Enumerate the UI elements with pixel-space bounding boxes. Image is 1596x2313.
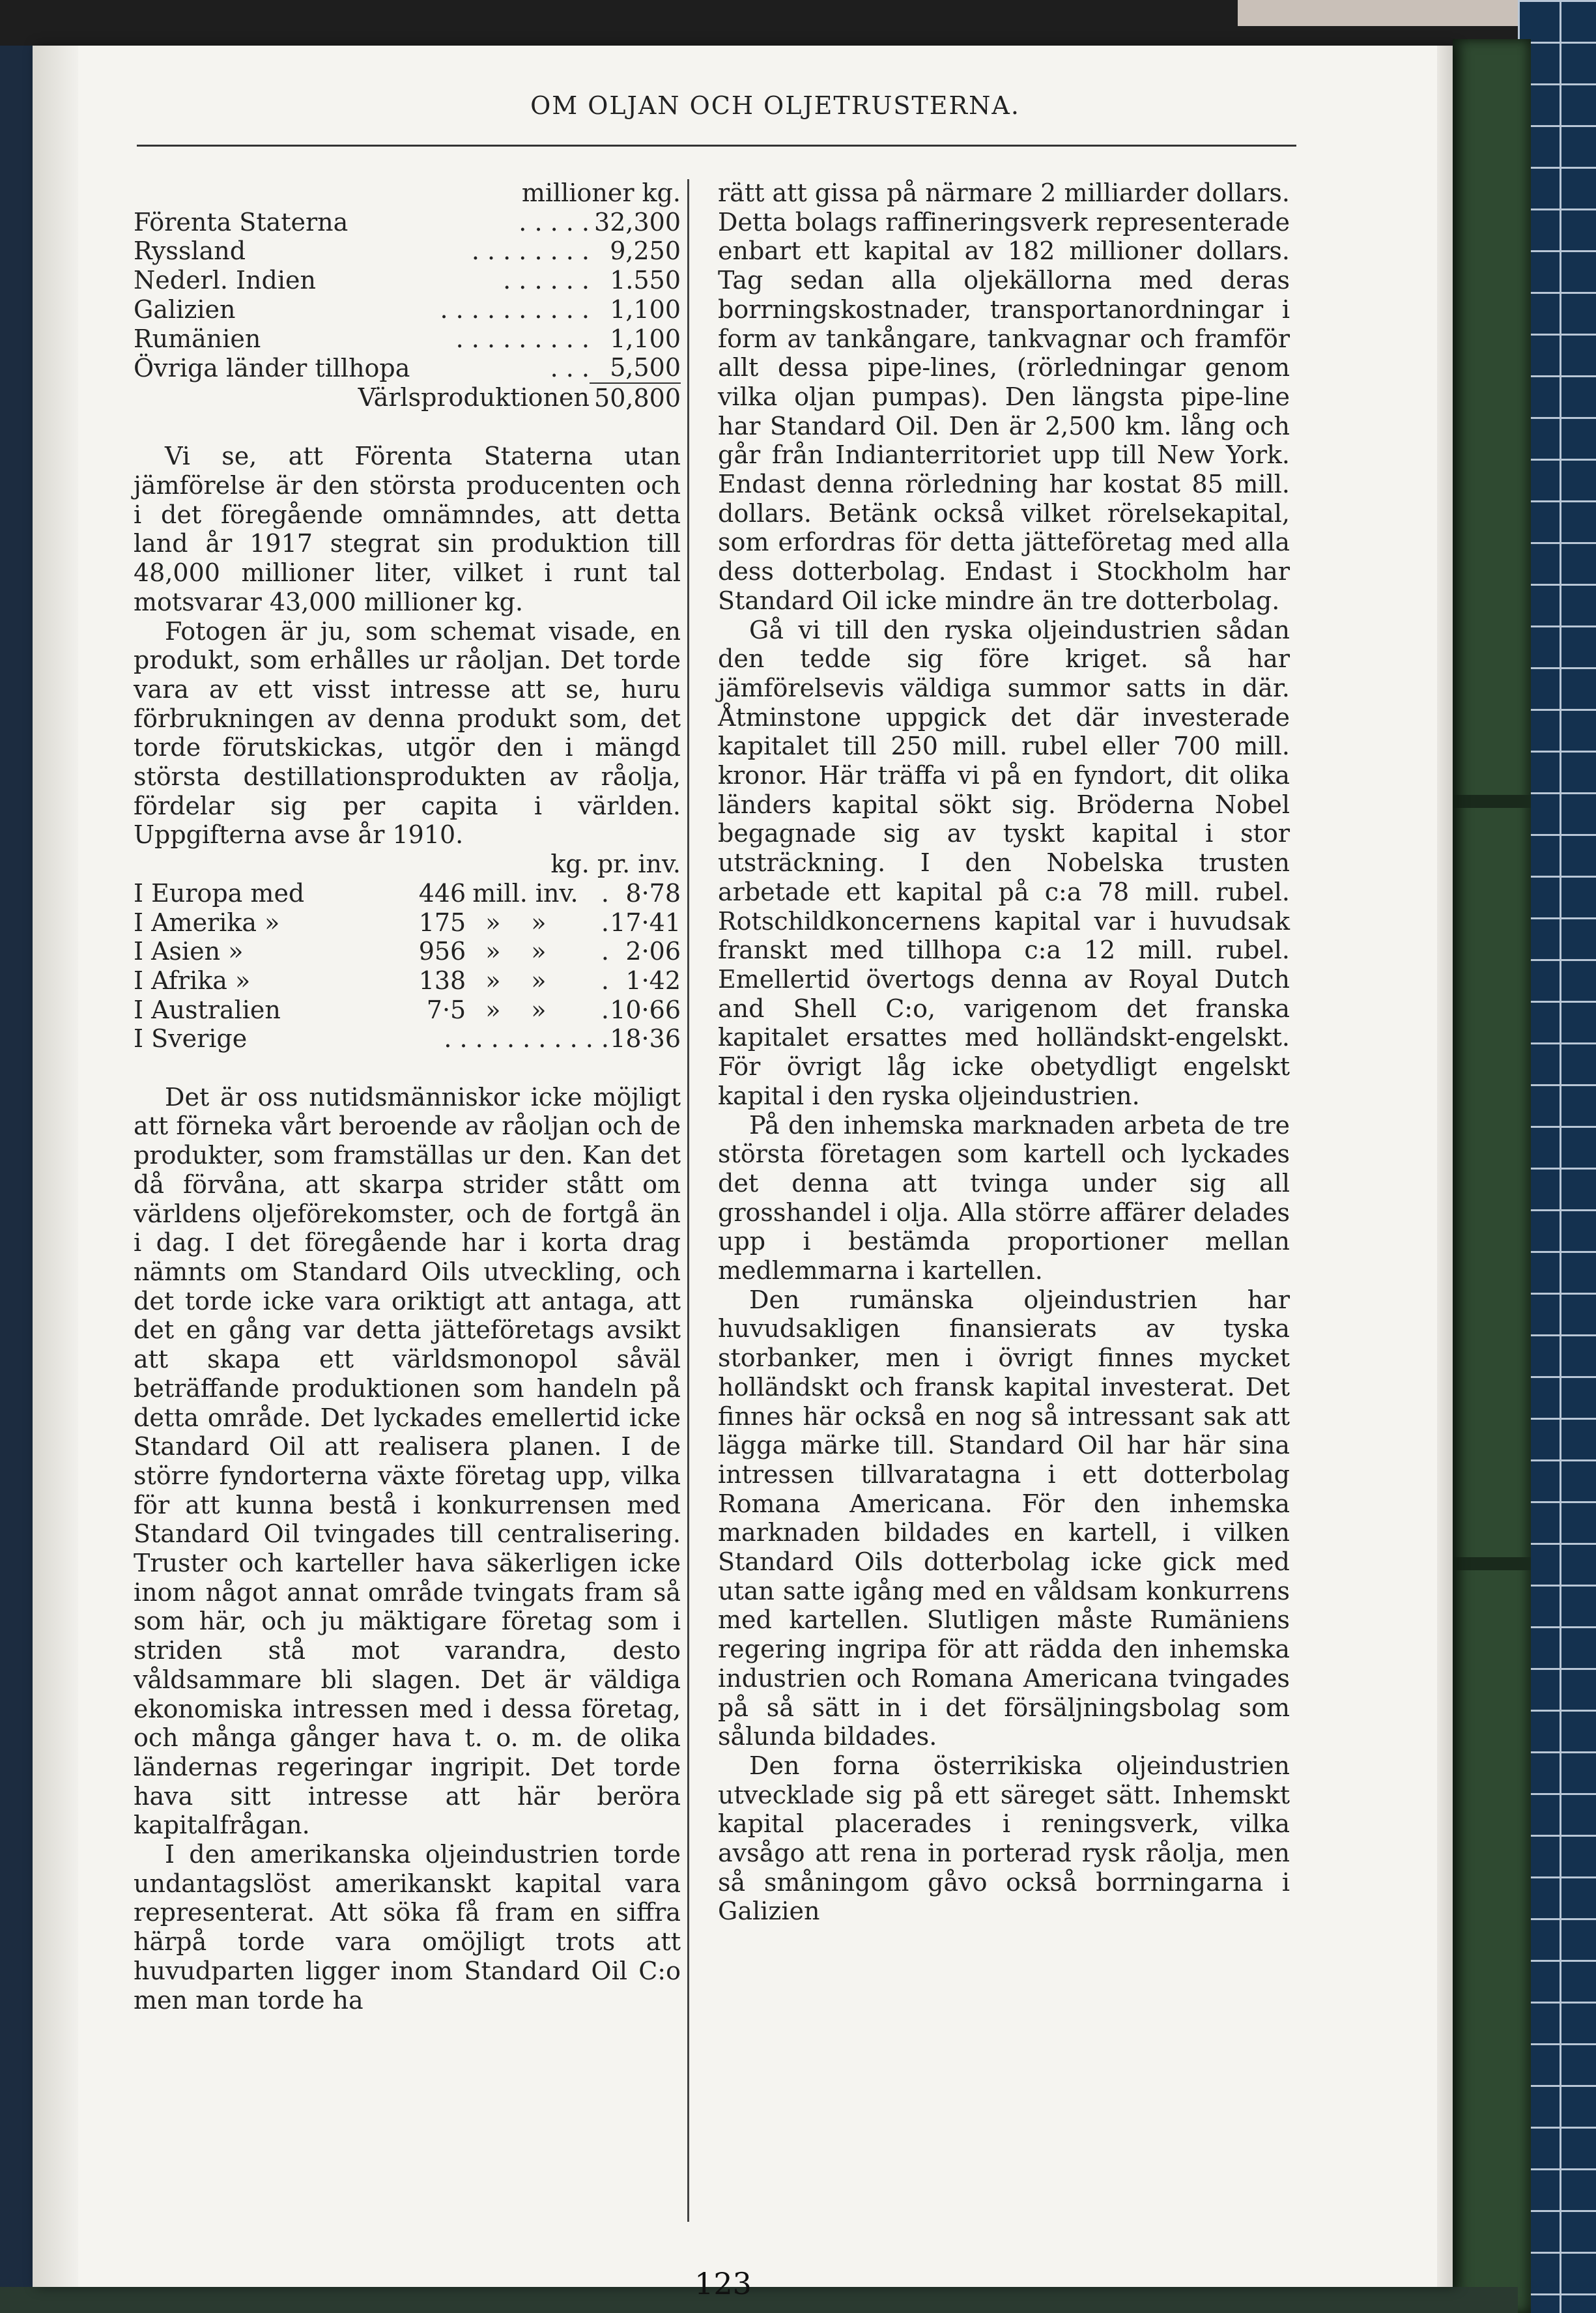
book-page [33,46,1453,2301]
production-value: 1,100 [610,324,681,353]
production-value: 32,300 [594,207,681,237]
leader-dots: . [601,878,609,908]
consumption-row [134,1024,681,1054]
consumption-table [134,850,681,1054]
production-country: Galizien [134,295,236,324]
ditto-mark: » [531,937,547,966]
paragraph: Gå vi till den ryska oljeindustrien sådan den tedde sig före kriget. så har jämförelsevis väldiga summor satts in där. Åtminstone uppgick det där investerade kapitalet till 250 mill. rubel eller 700 mill. kronor. Här träffa vi på en fyndort, dit olika länders kapital sökt sig. Bröderna Nobel begagnade sig av tyskt kapital i stor utsträckning. I den Nobelska trusten arbetade ett kapital på c:a 78 mill. rubel. Rotschildkoncernens kapital var i huvudsak franskt med tillhopa c:a 12 mill. rubel. Emellertid övertogs denna av Royal Dutch and Shell C:o, varigenom det franska kapitalet ersattes med holländskt-engelskt. För övrigt låg icke obetydligt engelskt kapital i den ryska oljeindustrien. [718,615,1290,1110]
ditto-mark: » [485,908,501,937]
consumption-value: 10·66 [610,995,681,1024]
production-row [134,353,681,383]
spine-band [1453,795,1531,808]
leader-dots: . . . . . [519,207,590,237]
production-value: 1,100 [610,295,681,324]
production-country: Förenta Staterna [134,207,349,237]
leader-dots: . . . [550,353,590,382]
ditto-mark: » [531,908,547,937]
ditto-mark: » [531,966,547,995]
running-head: OM OLJAN OCH OLJETRUSTERNA. [530,91,1020,120]
consumption-region: I Australien [134,995,281,1024]
paragraph: Den rumänska oljeindustrien har huvudsakligen finansierats av tyska storbanker, men i övrigt finnes mycket holländskt och fransk kapital investerat. Det finnes här också en nog så intressant sak att lägga märke till. Standard Oil har här sina intressen tillvaratagna i ett dotterbolag Romana Americana. För den inhemska marknaden bildades en kartell, i vilken Standard Oils dotterbolag icke gick med utan satte igång med en våldsam konkurrens med kartellen. Slutligen måste Rumäniens regering ingripa för att rädda den inhemska industrien och Romana Americana tvingades på så sätt in i det försäljningsbolag som sålunda bildades. [718,1285,1290,1751]
paragraph: Vi se, att Förenta Staterna utan jämförelse är den största producenten och i det föregående omnämndes, att detta land år 1917 stegrat sin produktion till 48,000 millioner liter, vilket i runt tal motsvarar 43,000 millioner kg. [134,442,681,616]
ditto-mark: » [235,966,251,995]
paragraph: Det är oss nutidsmänniskor icke möjligt att förneka vårt beroende av råoljan och de produkter, som framställas ur den. Kan det då förvåna, att skarpa strider stått om världens oljeförekomster, och de fortgå än i dag. I det föregående har i korta drag nämnts om Standard Oils utveckling, och det torde icke vara oriktigt att antaga, att det en gång var detta jätteföretags avsikt att skapa ett världsmonopol såväl beträffande produktionen som handeln på detta område. Det lyckades emellertid icke Standard Oil att realisera planen. I de större fyndorterna växte företag upp, vilka för att kunna bestå i konkurrensen med Standard Oil tvingades till centralisering. Truster och karteller hava säkerligen icke inom något annat område tvingats fram så som här, och ju mäktigare företag som i striden stå mot varandra, desto våldsammare bli slagen. Det är väldiga ekonomiska intressen med i dessa företag, och många gånger hava t. o. m. de olika ländernas regeringar ingripit. Det torde hava sitt intresse att här beröra kapitalfrågan. [134,1082,681,1840]
leader-dots: . [601,995,609,1024]
production-row [134,266,681,295]
paragraph: Den forna österrikiska oljeindustrien utvecklade sig på ett säreget sätt. Inhemskt kapital placerades i reningsverk, vilka avsågo att rena in porterad rysk råolja, men så småningom gåvo också borrningarna i Galizien [718,1751,1290,1926]
production-total-value: 50,800 [590,383,681,413]
header-rule [137,145,1296,147]
production-country: Rumänien [134,324,261,353]
consumption-population: 138 [418,966,466,995]
leader-dots: . . . . . . . . . . [440,295,590,324]
consumption-pop-unit: mill. inv. [472,878,578,908]
leader-dots: . . . . . . . . . [455,324,590,353]
consumption-region: I Europa med [134,878,305,908]
production-value: 1.550 [610,266,681,295]
leader-dots: . . . . . . [503,266,590,295]
ditto-mark: » [485,995,501,1024]
leader-dots: . [601,937,609,966]
ditto-mark: » [228,937,244,966]
leader-dots: . [601,966,609,995]
consumption-row [134,879,681,908]
consumption-row [134,966,681,996]
consumption-population: 446 [418,878,466,908]
production-row [134,324,681,354]
left-column [134,179,681,2015]
ditto-mark: » [264,908,280,937]
production-country: Övriga länder tillhopa [134,353,410,382]
consumption-region: I Afrika » [134,966,251,995]
consumption-value: 1·42 [625,966,681,995]
ditto-mark: » [531,995,547,1024]
production-row [134,208,681,237]
leader-dots: . . . . . . . . [471,237,590,266]
consumption-region: I Sverige [134,1024,248,1054]
page-edge [1437,46,1453,2287]
consumption-population: 175 [418,908,466,937]
background-book-spine [1453,39,1531,2313]
production-total-label: Värlsproduktionen [358,383,590,412]
consumption-region: I Amerika » [134,908,280,937]
paragraph: På den inhemska marknaden arbeta de tre största företagen som kartell och lyckades det denna att tvinga under sig all grosshandel i olja. Alla större affärer delades upp i bestämda proportioner mellan medlemmarna i kartellen. [718,1110,1290,1286]
production-row [134,237,681,266]
consumption-population: 7·5 [426,995,466,1024]
consumption-value: 2·06 [625,937,681,966]
paragraph: rätt att gissa på närmare 2 milliarder dollars. Detta bolags raffineringsverk representerade enbart ett kapital av 182 millioner dollars. Tag sedan alla oljekällorna med deras borrningskostnader, transportanordningar i form av tankångare, tankvagnar och framför allt dessa pipe-lines, (rörledningar genom vilka oljan pumpas). Den längsta pipe-line har Standard Oil. Den är 2,500 km. lång och går från Indianterritoriet upp till New York. Endast denna rörledning har kostat 85 mill. dollars. Betänk också vilket rörelsekapital, som erfordras för detta jätteföretag med alla dess dotterbolag. Endast i Stockholm har Standard Oil icke mindre än tre dotterbolag. [718,179,1290,615]
ditto-mark: » [485,966,501,995]
leader-dots: . [601,908,609,937]
consumption-region: I Asien » [134,937,244,966]
page-gutter [33,46,78,2287]
consumption-value: 18·36 [610,1024,681,1054]
consumption-population: 956 [418,937,466,966]
production-country: Ryssland [134,237,246,266]
consumption-row [134,996,681,1025]
ditto-mark: » [485,937,501,966]
production-value: 9,250 [610,237,681,266]
paragraph: I den amerikanska oljeindustrien torde undantagslöst amerikanskt kapital vara representerat. Att söka få fram en siffra härpå torde vara omöjligt trots att huvudparten ligger inom Standard Oil C:o men man torde ha [134,1840,681,2015]
right-column [718,179,1290,1926]
paragraph: Fotogen är ju, som schemat visade, en produkt, som erhålles ur råoljan. Det torde vara av ett visst intresse att se, huru förbrukningen av denna produkt som, det torde förutskickas, utgör den i mängd största destillationsprodukten av råolja, fördelar sig per capita i världen. Uppgifterna avse år 1910. [134,616,681,850]
background-highlight [1238,0,1531,26]
consumption-row [134,908,681,938]
leader-dots: . . . . . . . . . . . [444,1024,609,1054]
consumption-unit: kg. pr. inv. [550,850,681,879]
page-number: 123 [694,2266,752,2301]
column-divider [687,179,689,2222]
production-value: 5,500 [610,353,681,382]
production-unit: millioner kg. [521,179,681,207]
production-country: Nederl. Indien [134,266,316,295]
consumption-value: 17·41 [610,908,681,937]
background-top-strip [0,0,1596,46]
production-row [134,295,681,324]
consumption-row [134,937,681,966]
production-total-row [134,383,681,413]
consumption-value: 8·78 [625,878,681,908]
production-table [134,179,681,413]
spine-band [1453,1557,1531,1570]
